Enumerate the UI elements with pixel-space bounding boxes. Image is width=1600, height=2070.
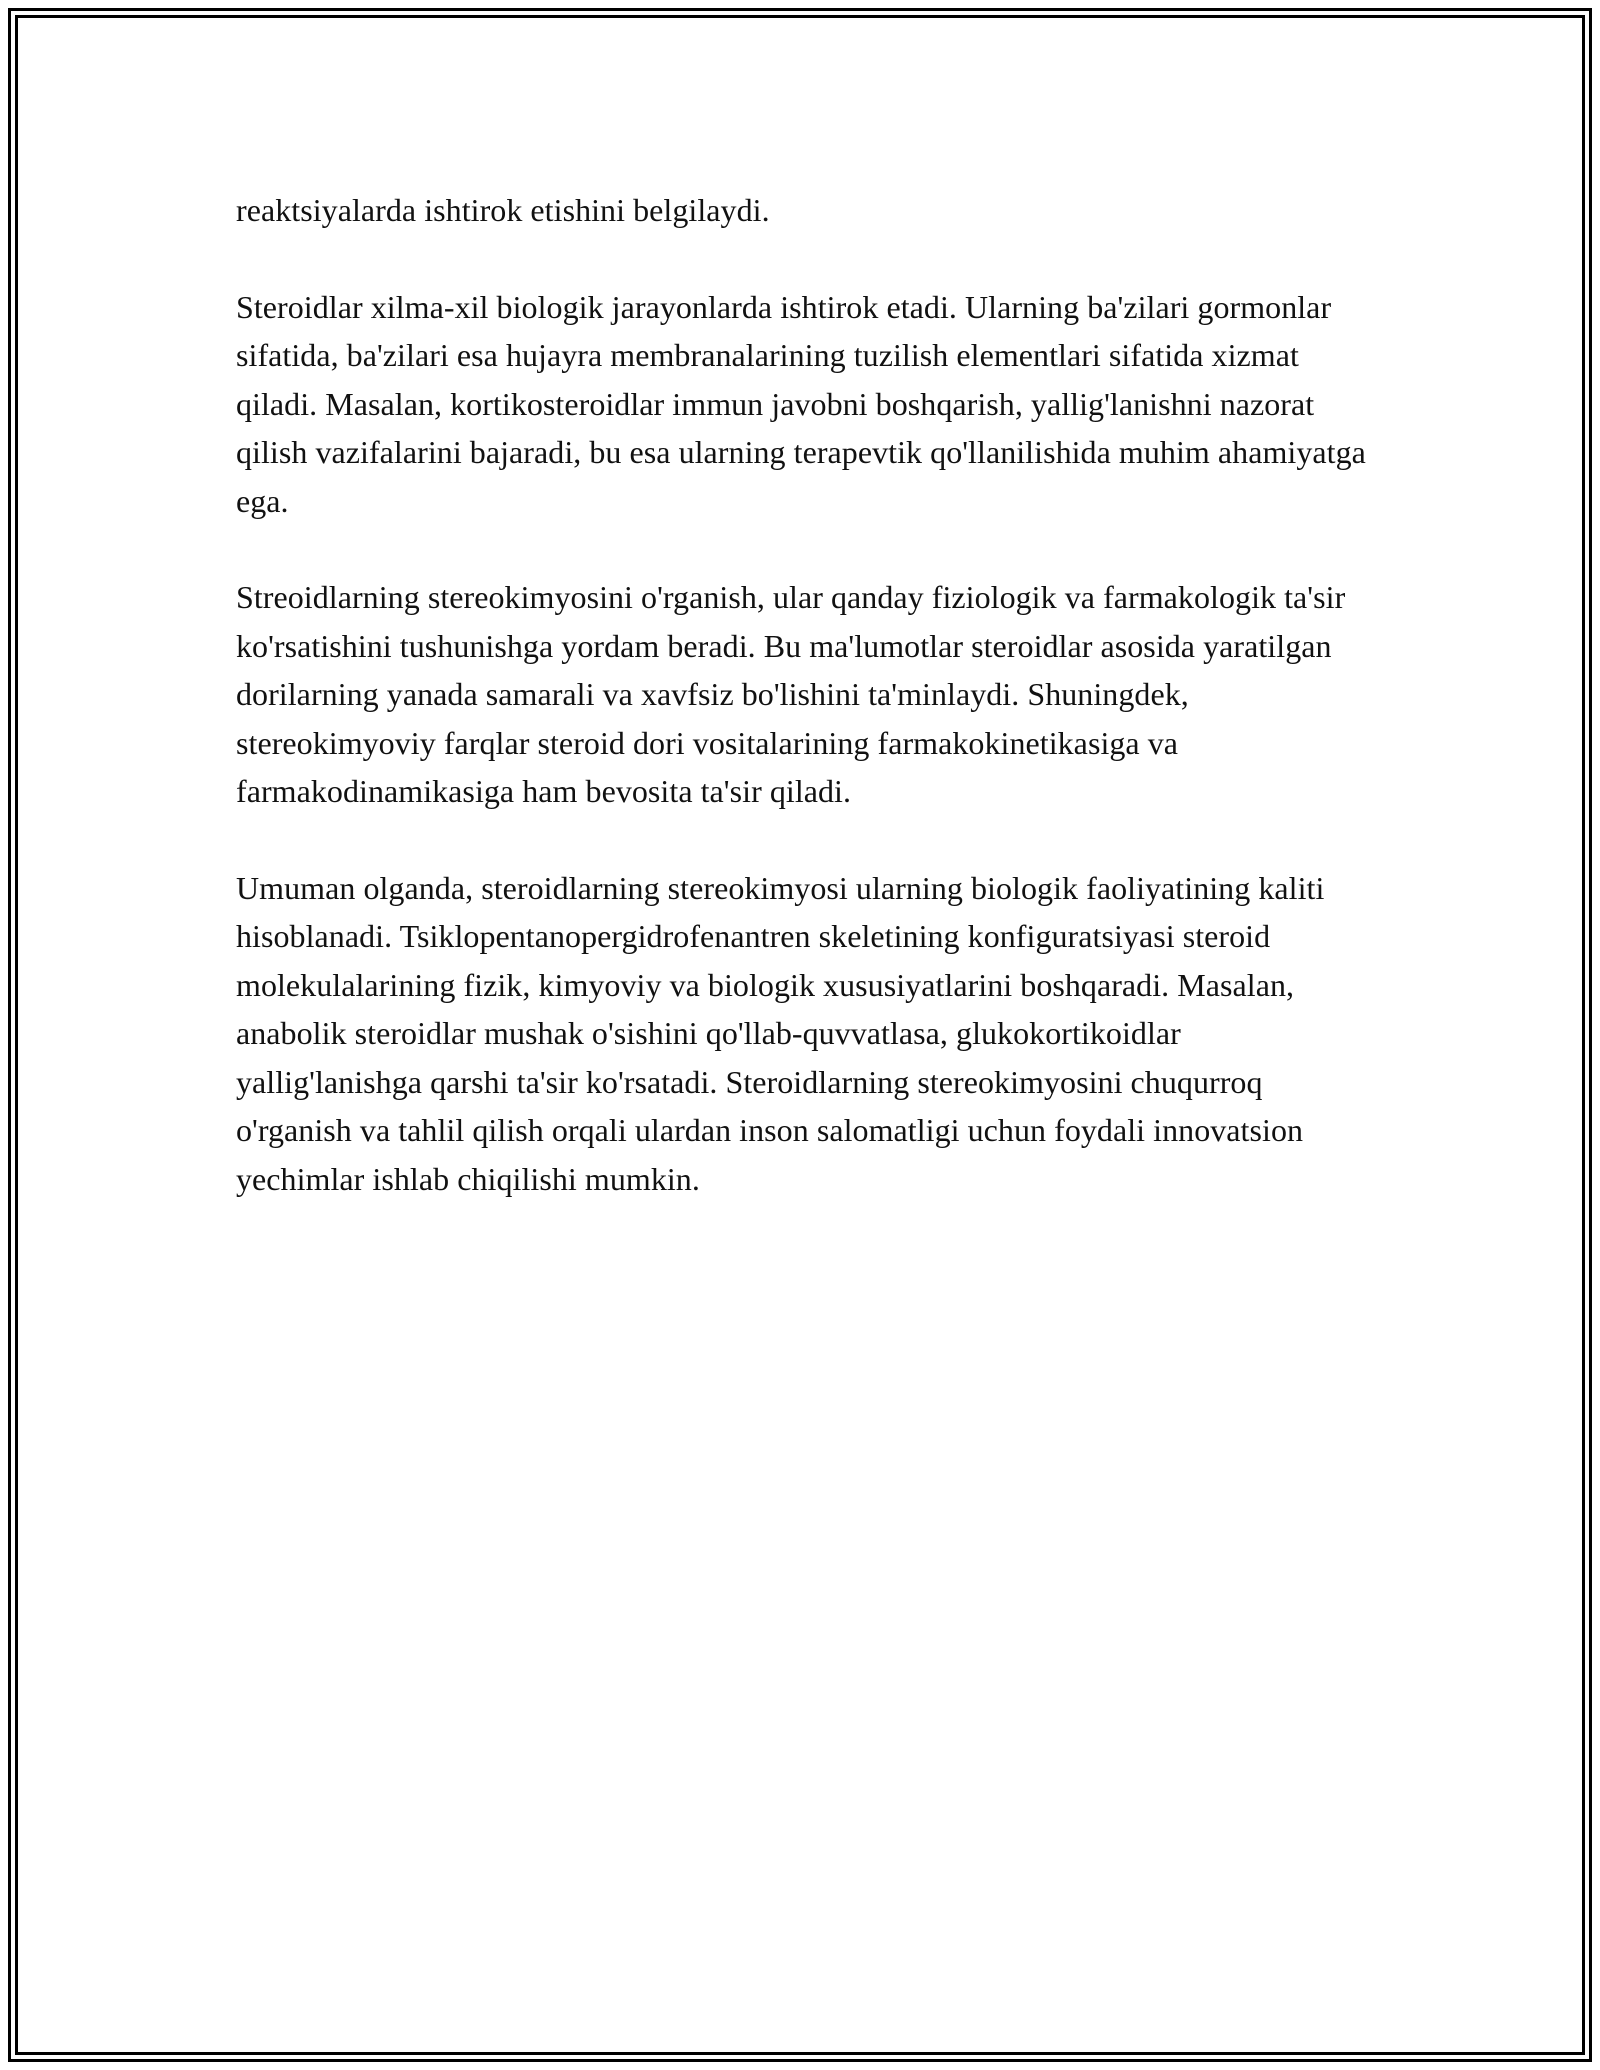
- paragraph: Streoidlarning stereokimyosini o'rganish, ular qanday fiziologik va farmakologik ta'sir ko'rsatishini tushunishga yordam beradi. Bu ma'lumotlar steroidlar asosida yaratilgan dorilarning yanada samarali va xavfsiz bo'lishini ta'minlaydi. Shuningdek, stereokimyoviy farqlar steroid dori vositalarining farmakokinetikasiga va farmakodinamikasiga ham bevosita ta'sir qiladi.: [236, 579, 1346, 809]
- paragraph: Umuman olganda, steroidlarning stereokimyosi ularning biologik faoliyatining kaliti hisoblanadi. Tsiklopentanopergidrofenantren skeletining konfiguratsiyasi steroid molekulalarining fizik, kimyoviy va biologik xususiyatlarini boshqaradi. Masalan, anabolik steroidlar mushak o'sishini qo'llab-quvvatlasa, glukokortikoidlar yallig'lanishga qarshi ta'sir ko'rsatadi. Steroidlarning stereokimyosini chuqurroq o'rganish va tahlil qilish orqali ulardan inson salomatligi uchun foydali innovatsion yechimlar ishlab chiqilishi mumkin.: [236, 869, 1325, 1197]
- paragraph: reaktsiyalarda ishtirok etishini belgilaydi.: [236, 192, 770, 228]
- paragraph: Steroidlar xilma-xil biologik jarayonlarda ishtirok etadi. Ularning ba'zilari gormonlar sifatida, ba'zilari esa hujayra membranalarining tuzilish elementlari sifatida xizmat qiladi. Masalan, kortikosteroidlar immun javobni boshqarish, yallig'lanishni nazorat qilish vazifalarini bajaradi, bu esa ularning terapevtik qo'llanilishida muhim ahamiyatga ega.: [236, 288, 1366, 519]
- document-body: [236, 186, 1366, 1251]
